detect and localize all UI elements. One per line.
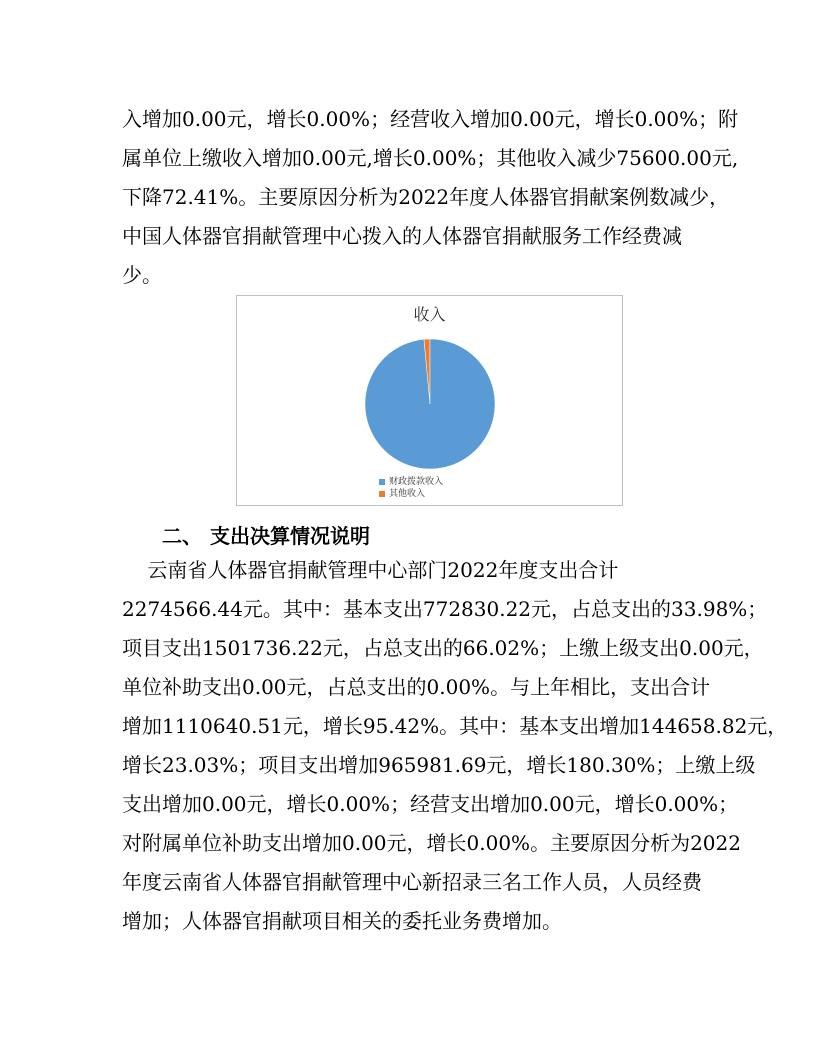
legend-item-other: [379, 488, 443, 500]
text-line: 入增加0.00元，增长0.00%；经营收入增加0.00元，增长0.00%；附: [122, 107, 739, 131]
chart-legend: [379, 476, 443, 500]
text-line: 单位补助支出0.00元，占总支出的0.00%。与上年相比，支出合计: [122, 675, 711, 699]
pie-slice-fiscal: [365, 339, 495, 469]
text-line: 少。: [122, 263, 162, 287]
legend-swatch: [379, 479, 385, 485]
text-line: 增长23.03%；项目支出增加965981.69元，增长180.30%；上缴上级: [122, 753, 756, 777]
legend-swatch: [379, 491, 385, 497]
text-line: 项目支出1501736.22元，占总支出的66.02%；上缴上级支出0.00元，: [122, 636, 764, 660]
legend-item-fiscal: [379, 476, 443, 488]
text-line: 云南省人体器官捐献管理中心部门2022年度支出合计: [122, 558, 619, 582]
text-line: 支出增加0.00元，增长0.00%；经营支出增加0.00元，增长0.00%；: [122, 792, 739, 816]
text-line: 年度云南省人体器官捐献管理中心新招录三名工作人员，人员经费: [122, 870, 702, 894]
pie-chart-svg: [237, 296, 622, 505]
section-number: 二、: [162, 524, 202, 548]
text-line: 2274566.44元。其中：基本支出772830.22元，占总支出的33.98%；: [122, 597, 768, 621]
section-title: 支出决算情况说明: [210, 524, 370, 548]
text-line: 属单位上缴收入增加0.00元,增长0.00%；其他收入减少75600.00元,: [122, 146, 739, 170]
text-line: 对附属单位补助支出增加0.00元，增长0.00%。主要原因分析为2022: [122, 831, 741, 855]
income-pie-chart: [236, 295, 623, 506]
text-line: 增加1110640.51元，增长95.42%。其中：基本支出增加144658.82元，: [122, 714, 788, 738]
expenditure-paragraph: [122, 551, 788, 941]
legend-label: 其他收入: [389, 489, 426, 499]
text-line: 下降72.41%。主要原因分析为2022年度人体器官捐献案例数减少，: [122, 185, 730, 209]
text-line: 增加；人体器官捐献项目相关的委托业务费增加。: [122, 909, 562, 933]
legend-label: 财政拨款收入: [389, 477, 444, 487]
text-line: 中国人体器官捐献管理中心拨入的人体器官捐献服务工作经费减: [122, 224, 682, 248]
income-paragraph: [122, 100, 739, 295]
chart-title: 收入: [413, 305, 446, 324]
section-heading: [162, 520, 370, 549]
